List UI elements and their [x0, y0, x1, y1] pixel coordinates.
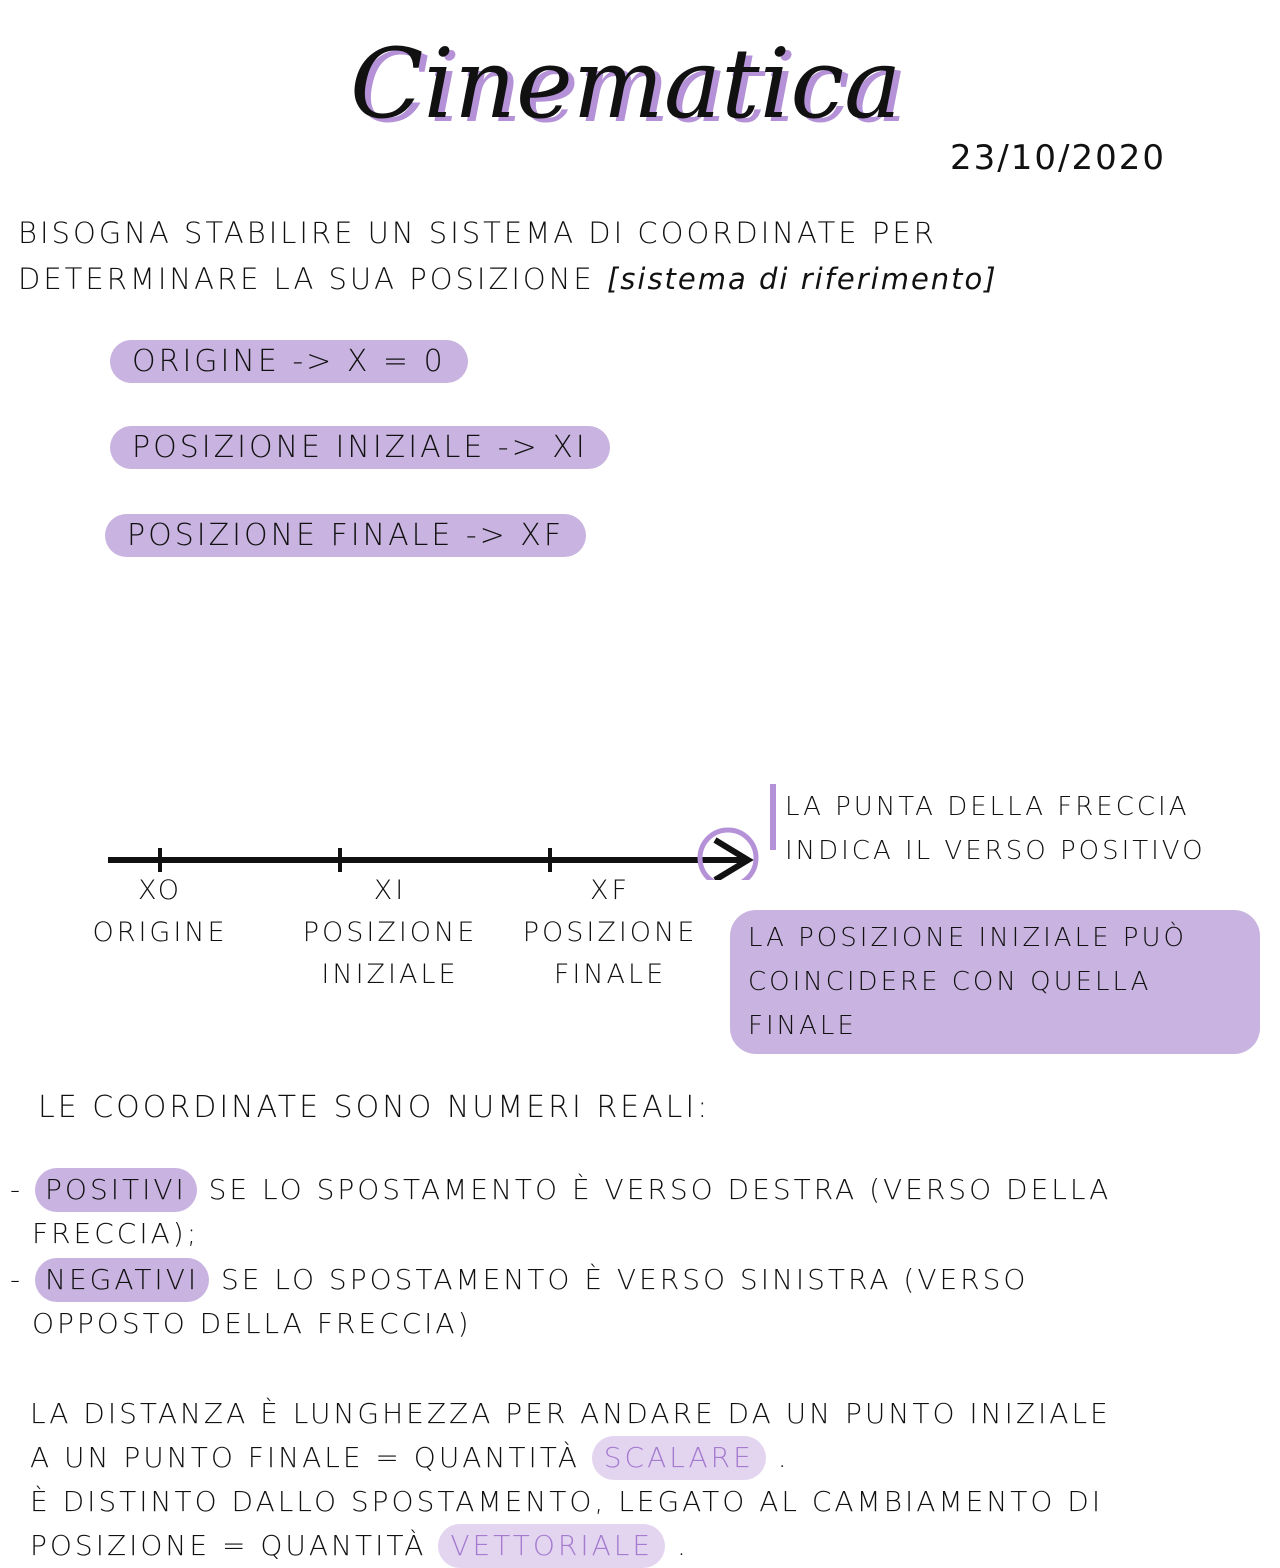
positive-rest-1: SE LO SPOSTAMENTO È VERSO DESTRA (VERSO DELLA — [208, 1173, 1112, 1206]
coords-positive — [10, 1168, 1260, 1256]
tick-final-labels — [505, 870, 715, 996]
tick-final-label-2: FINALE — [553, 959, 667, 990]
coords-negative-line-1: - NEGATIVI SE LO SPOSTAMENTO È VERSO SINISTRA (VERSO — [10, 1258, 1260, 1302]
negative-rest-1: SE LO SPOSTAMENTO È VERSO SINISTRA (VERSO — [221, 1263, 1029, 1296]
tick-final-label-1: POSIZIONE — [522, 917, 698, 948]
vector-word: VETTORIALE — [438, 1524, 665, 1568]
intro-line-2-text: DETERMINARE LA SUA POSIZIONE — [18, 262, 595, 296]
coords-negative — [10, 1258, 1260, 1346]
coords-heading: LE COORDINATE SONO NUMERI REALI: — [38, 1090, 711, 1125]
coords-positive-line-1: - POSITIVI SE LO SPOSTAMENTO È VERSO DESTRA (VERSO DELLA — [10, 1168, 1260, 1212]
side-note-line-3: FINALE — [748, 1011, 857, 1041]
distance-line-4-wrap: POSIZIONE = QUANTITÀ VETTORIALE . — [30, 1524, 1270, 1568]
negative-word: NEGATIVI — [35, 1258, 209, 1302]
distance-paragraph — [30, 1392, 1270, 1568]
negative-rest-2: OPPOSTO DELLA FRECCIA) — [32, 1307, 472, 1340]
definition-initial-text: POSIZIONE INIZIALE -> XI — [110, 426, 610, 469]
definition-final-text: POSIZIONE FINALE -> XF — [105, 514, 586, 557]
distance-line-2-wrap: A UN PUNTO FINALE = QUANTITÀ SCALARE . — [30, 1436, 1270, 1480]
definition-initial — [110, 426, 610, 469]
definition-origin-text: ORIGINE -> X = 0 — [110, 340, 468, 383]
definition-origin — [110, 340, 468, 383]
tick-initial-label-2: INIZIALE — [321, 959, 459, 990]
tick-final-symbol: XF — [589, 875, 631, 906]
distance-line-2: A UN PUNTO FINALE = QUANTITÀ — [30, 1441, 580, 1474]
side-note-line-1: LA POSIZIONE INIZIALE PUÒ — [748, 923, 1187, 953]
distance-line-1: LA DISTANZA È LUNGHEZZA PER ANDARE DA UN PUNTO INIZIALE — [30, 1397, 1111, 1430]
arrow-note — [785, 785, 1206, 873]
intro-line-2 — [18, 256, 1268, 302]
definition-final — [105, 514, 586, 557]
tick-initial-labels — [290, 870, 490, 996]
tick-origin-label: ORIGINE — [92, 917, 228, 948]
scalar-word: SCALARE — [592, 1436, 766, 1480]
positive-word: POSITIVI — [35, 1168, 197, 1212]
side-note-line-2: COINCIDERE CON QUELLA — [748, 967, 1152, 997]
intro-bracket: [sistema di riferimento] — [606, 262, 998, 296]
side-note — [730, 910, 1260, 1054]
intro-paragraph — [18, 210, 1268, 302]
arrow-note-line-1: LA PUNTA DELLA FRECCIA — [785, 792, 1190, 822]
tick-initial-symbol: XI — [373, 875, 407, 906]
arrow-note-line-2: INDICA IL VERSO POSITIVO — [785, 836, 1206, 866]
tick-initial-label-1: POSIZIONE — [302, 917, 478, 948]
distance-line-3: È DISTINTO DALLO SPOSTAMENTO, LEGATO AL CAMBIAMENTO DI — [30, 1485, 1104, 1518]
page-date: 23/10/2020 — [950, 138, 1166, 178]
positive-rest-2: FRECCIA); — [32, 1217, 200, 1250]
tick-origin-labels — [90, 870, 230, 954]
page-title: Cinematica — [350, 28, 902, 140]
side-note-highlight — [730, 910, 1260, 1054]
distance-line-4: POSIZIONE = QUANTITÀ — [30, 1529, 427, 1562]
tick-origin-symbol: XO — [137, 875, 183, 906]
intro-line-1: BISOGNA STABILIRE UN SISTEMA DI COORDINATE PER — [18, 216, 937, 250]
